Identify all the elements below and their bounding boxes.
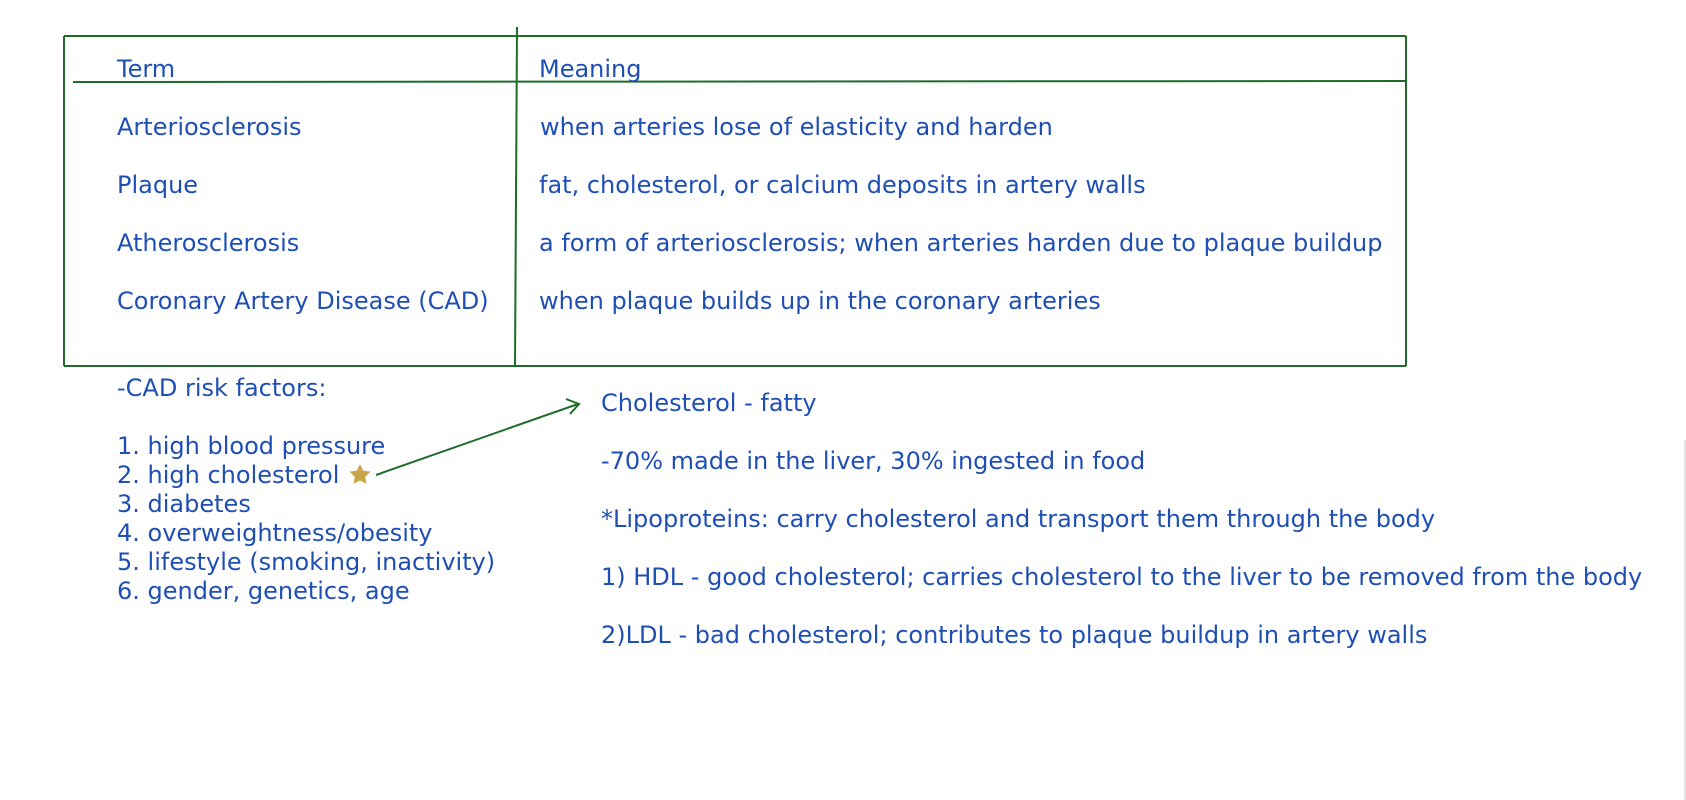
table-meaning-cell: when plaque builds up in the coronary arteries <box>539 287 1101 315</box>
risk-factor-item: 6. gender, genetics, age <box>117 577 410 605</box>
cholesterol-note-line: -70% made in the liver, 30% ingested in food <box>601 447 1146 475</box>
table-meaning-cell: fat, cholesterol, or calcium deposits in artery walls <box>539 171 1146 199</box>
table-meaning-cell: a form of arteriosclerosis; when arteries harden due to plaque buildup <box>539 229 1383 257</box>
table-term-cell: Plaque <box>117 171 199 199</box>
risk-factor-item: 3. diabetes <box>117 490 251 518</box>
risk-factors-heading: -CAD risk factors: <box>117 374 327 402</box>
risk-factor-item: 2. high cholesterol <box>117 461 340 489</box>
table-header-term: Term <box>117 55 176 83</box>
table-term-cell: Coronary Artery Disease (CAD) <box>117 287 489 315</box>
risk-factor-item: 1. high blood pressure <box>117 432 386 460</box>
cholesterol-note-line: *Lipoproteins: carry cholesterol and transport them through the body <box>601 505 1436 533</box>
table-header-divider <box>73 81 1406 82</box>
cholesterol-note-line: 2)LDL - bad cholesterol; contributes to plaque buildup in artery walls <box>601 621 1428 649</box>
table-term-cell: Arteriosclerosis <box>117 113 302 141</box>
star-icon <box>350 464 371 484</box>
table-meaning-cell: when arteries lose of elasticity and harden <box>540 113 1053 141</box>
risk-factor-item: 5. lifestyle (smoking, inactivity) <box>117 548 496 576</box>
cholesterol-title: Cholesterol - fatty <box>601 389 817 417</box>
table-column-divider <box>515 27 517 366</box>
table-term-cell: Atherosclerosis <box>117 229 300 257</box>
table-header-meaning: Meaning <box>539 55 642 83</box>
cholesterol-note-line: 1) HDL - good cholesterol; carries cholesterol to the liver to be removed from the body <box>601 563 1643 591</box>
arrow-icon <box>376 399 579 475</box>
risk-factor-item: 4. overweightness/obesity <box>117 519 433 547</box>
